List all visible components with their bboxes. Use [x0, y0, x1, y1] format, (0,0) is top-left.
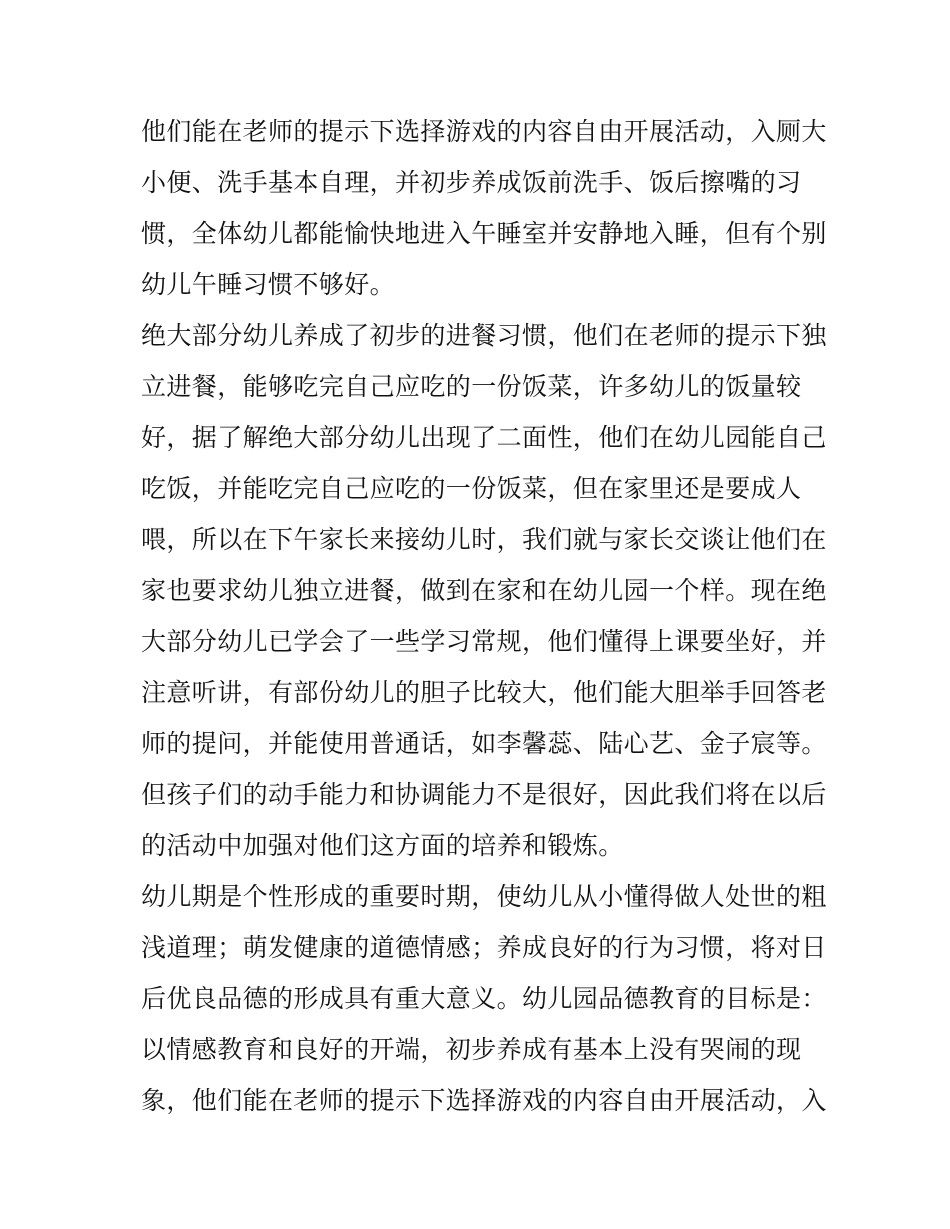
text-line-11: 大部分幼儿已学会了一些学习常规，他们懂得上课要坐好，并 [141, 627, 827, 656]
text-line-2: 小便、洗手基本自理，并初步养成饭前洗手、饭后擦嘴的习 [141, 168, 802, 197]
text-line-10: 家也要求幼儿独立进餐，做到在家和在幼儿园一个样。现在绝 [141, 576, 827, 605]
text-line-1: 他们能在老师的提示下选择游戏的内容自由开展活动，入厕大 [141, 117, 827, 146]
text-line-9: 喂，所以在下午家长来接幼儿时，我们就与家长交谈让他们在 [141, 525, 827, 554]
text-line-17: 浅道理；萌发健康的道德情感；养成良好的行为习惯，将对日 [141, 933, 827, 962]
text-line-19: 以情感教育和良好的开端，初步养成有基本上没有哭闹的现 [141, 1035, 802, 1064]
text-line-7: 好，据了解绝大部分幼儿出现了二面性，他们在幼儿园能自己 [141, 423, 827, 452]
text-line-20: 象，他们能在老师的提示下选择游戏的内容自由开展活动，入 [141, 1086, 827, 1115]
text-line-4: 幼儿午睡习惯不够好。 [141, 270, 396, 299]
text-line-13: 师的提问，并能使用普通话，如李馨蕊、陆心艺、金子宸等。 [141, 729, 827, 758]
text-line-18: 后优良品德的形成具有重大意义。幼儿园品德教育的目标是： [141, 984, 827, 1013]
text-line-12: 注意听讲，有部份幼儿的胆子比较大，他们能大胆举手回答老 [141, 678, 827, 707]
text-line-6: 立进餐，能够吃完自己应吃的一份饭菜，许多幼儿的饭量较 [141, 372, 802, 401]
text-line-8: 吃饭，并能吃完自己应吃的一份饭菜，但在家里还是要成人 [141, 474, 802, 503]
text-line-3: 惯，全体幼儿都能愉快地进入午睡室并安静地入睡，但有个别 [141, 219, 827, 248]
body-text [141, 106, 827, 1126]
text-line-16: 幼儿期是个性形成的重要时期，使幼儿从小懂得做人处世的粗 [141, 882, 827, 911]
text-line-14: 但孩子们的动手能力和协调能力不是很好，因此我们将在以后 [141, 780, 827, 809]
text-line-5: 绝大部分幼儿养成了初步的进餐习惯，他们在老师的提示下独 [141, 321, 827, 350]
text-line-15: 的活动中加强对他们这方面的培养和锻炼。 [141, 831, 624, 860]
